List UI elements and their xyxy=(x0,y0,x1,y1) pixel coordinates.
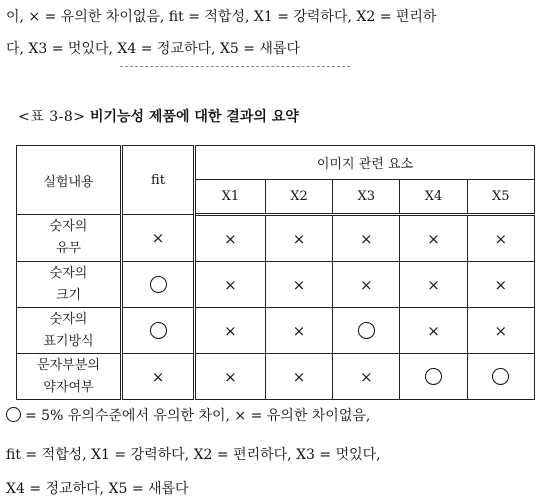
bottom-note-line-2: fit = 적합성, X1 = 강력하다, X2 = 편리하다, X3 = 멋있다, xyxy=(6,447,381,463)
row-label xyxy=(17,262,122,308)
x3-cell xyxy=(333,215,400,262)
header-image-elements: 이미지 관련 요소 xyxy=(195,146,535,180)
x5-cell xyxy=(467,354,534,400)
header-x2: X2 xyxy=(265,180,332,215)
fit-cell xyxy=(122,262,195,308)
x3-cell xyxy=(333,308,400,354)
circle-mark-icon xyxy=(150,322,167,339)
fit-cell xyxy=(122,308,195,354)
fit-cell xyxy=(122,354,195,400)
cross-mark: × xyxy=(224,321,237,340)
row-label xyxy=(17,215,122,262)
x2-cell xyxy=(265,354,332,400)
header-fit: fit xyxy=(122,146,195,215)
x1-cell xyxy=(195,308,266,354)
header-x3: X3 xyxy=(333,180,400,215)
cross-mark: × xyxy=(151,367,165,386)
bottom-note-line-1 xyxy=(6,405,370,425)
cross-mark: × xyxy=(151,229,165,247)
cross-mark: × xyxy=(427,275,440,294)
circle-mark-icon xyxy=(150,276,167,293)
x2-cell xyxy=(265,308,332,354)
x1-cell xyxy=(195,262,266,308)
cross-mark: × xyxy=(494,229,508,248)
cross-mark: × xyxy=(292,275,306,294)
row-label-line-2: 표기방식 xyxy=(43,333,94,349)
cross-mark: × xyxy=(494,275,508,294)
circle-symbol-icon xyxy=(6,407,21,422)
row-label-line-1: 문자부분의 xyxy=(37,357,100,373)
results-summary-table xyxy=(16,145,535,400)
x5-cell xyxy=(467,308,534,354)
row-label-line-1: 숫자의 xyxy=(49,265,88,281)
cross-mark: × xyxy=(427,229,440,248)
table-row xyxy=(17,354,535,400)
top-note-line-1: 이, × = 유의한 차이없음, fit = 적합성, X1 = 강력하다, X2 = 편리하 xyxy=(6,9,437,25)
x4-cell xyxy=(400,262,467,308)
cross-mark: × xyxy=(224,367,237,386)
x1-cell xyxy=(195,215,266,262)
x4-cell xyxy=(400,354,467,400)
x3-cell xyxy=(333,354,400,400)
x1-cell xyxy=(195,354,266,400)
cross-mark: × xyxy=(224,229,237,248)
table-caption xyxy=(18,106,299,126)
row-label-line-2: 크기 xyxy=(55,287,82,303)
header-x4: X4 xyxy=(400,180,467,215)
bottom-note-line-1-text: = 5% 유의수준에서 유의한 차이, × = 유의한 차이없음, xyxy=(25,408,371,424)
cross-mark: × xyxy=(359,367,373,386)
cross-mark: × xyxy=(494,321,508,340)
cross-mark: × xyxy=(292,321,306,340)
table-row xyxy=(17,308,535,354)
circle-mark-icon xyxy=(492,368,509,385)
x4-cell xyxy=(400,308,467,354)
cross-mark: × xyxy=(359,275,373,294)
row-label-line-2: 약자여부 xyxy=(43,379,94,395)
row-label-line-2: 유무 xyxy=(55,241,82,256)
x5-cell xyxy=(467,262,534,308)
row-label-line-1: 숫자의 xyxy=(49,219,88,234)
cross-mark: × xyxy=(292,367,306,386)
table-number: <표 3-8> xyxy=(18,109,86,125)
row-label xyxy=(17,354,122,400)
row-label xyxy=(17,308,122,354)
table-title: 비기능성 제품에 대한 결과의 요약 xyxy=(89,109,299,125)
scan-divider xyxy=(120,66,350,67)
x5-cell xyxy=(467,215,534,262)
circle-mark-icon xyxy=(358,322,375,339)
x2-cell xyxy=(265,215,332,262)
cross-mark: × xyxy=(292,229,306,248)
row-label-line-1: 숫자의 xyxy=(49,311,88,327)
x2-cell xyxy=(265,262,332,308)
circle-mark-icon xyxy=(425,368,442,385)
header-experiment: 실험내용 xyxy=(17,146,122,215)
top-note-line-2: 다, X3 = 멋있다, X4 = 정교하다, X5 = 새롭다 xyxy=(6,41,300,57)
x3-cell xyxy=(333,262,400,308)
cross-mark: × xyxy=(359,229,373,248)
fit-cell xyxy=(122,215,195,262)
bottom-note-line-3: X4 = 정교하다, X5 = 새롭다 xyxy=(6,481,189,497)
header-x1: X1 xyxy=(195,180,266,215)
header-x5: X5 xyxy=(467,180,534,215)
x4-cell xyxy=(400,215,467,262)
cross-mark: × xyxy=(427,321,440,340)
table-row xyxy=(17,215,535,262)
cross-mark: × xyxy=(224,275,237,294)
table-row xyxy=(17,262,535,308)
